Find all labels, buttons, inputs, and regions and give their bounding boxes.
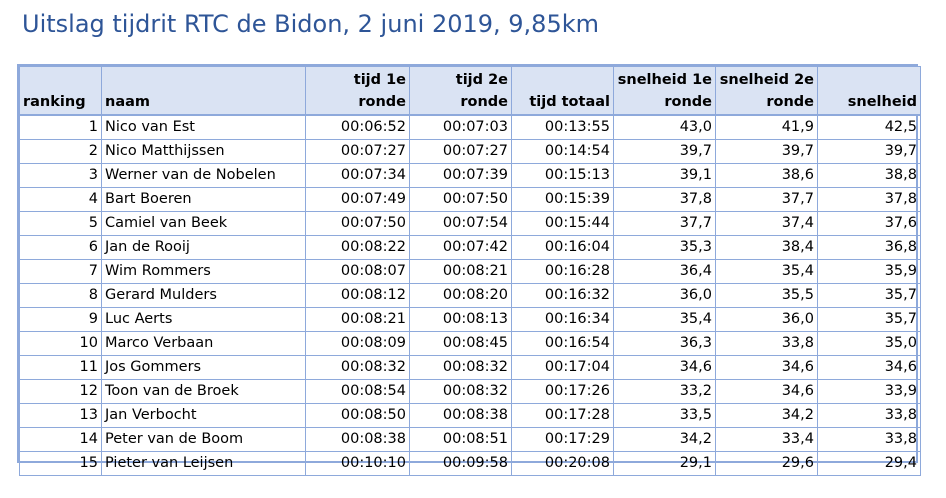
results-table (19, 66, 921, 476)
cell-snelheid-1e-ronde: 29,1 (614, 452, 716, 476)
cell-snelheid-2e-ronde: 34,6 (716, 380, 818, 404)
table-body (20, 115, 921, 476)
cell-tijd-2e-ronde: 00:08:51 (410, 428, 512, 452)
cell-snelheid: 33,8 (818, 428, 921, 452)
cell-tijd-totaal: 00:17:28 (512, 404, 614, 428)
cell-tijd-2e-ronde: 00:08:13 (410, 308, 512, 332)
cell-snelheid-1e-ronde: 39,7 (614, 140, 716, 164)
table-row (20, 404, 921, 428)
cell-snelheid: 29,4 (818, 452, 921, 476)
cell-ranking: 6 (20, 236, 102, 260)
cell-snelheid-2e-ronde: 35,5 (716, 284, 818, 308)
cell-tijd-1e-ronde: 00:07:50 (306, 212, 410, 236)
cell-tijd-1e-ronde: 00:08:09 (306, 332, 410, 356)
cell-tijd-1e-ronde: 00:08:50 (306, 404, 410, 428)
cell-ranking: 11 (20, 356, 102, 380)
table-row (20, 115, 921, 140)
cell-naam: Toon van de Broek (102, 380, 306, 404)
header-ranking: ranking (20, 67, 102, 116)
cell-snelheid-1e-ronde: 35,3 (614, 236, 716, 260)
cell-ranking: 10 (20, 332, 102, 356)
cell-naam: Marco Verbaan (102, 332, 306, 356)
cell-snelheid-2e-ronde: 39,7 (716, 140, 818, 164)
table-row (20, 212, 921, 236)
page-title: Uitslag tijdrit RTC de Bidon, 2 juni 2019, 9,85km (22, 10, 599, 38)
cell-snelheid: 33,9 (818, 380, 921, 404)
cell-ranking: 7 (20, 260, 102, 284)
cell-ranking: 14 (20, 428, 102, 452)
header-snelheid-1e-ronde: snelheid 1e ronde (614, 67, 716, 116)
cell-snelheid-2e-ronde: 37,7 (716, 188, 818, 212)
header-tijd-2e-ronde: tijd 2e ronde (410, 67, 512, 116)
table-row (20, 380, 921, 404)
cell-ranking: 1 (20, 115, 102, 140)
cell-ranking: 5 (20, 212, 102, 236)
cell-ranking: 12 (20, 380, 102, 404)
cell-tijd-totaal: 00:16:04 (512, 236, 614, 260)
cell-snelheid-1e-ronde: 37,7 (614, 212, 716, 236)
cell-tijd-1e-ronde: 00:08:54 (306, 380, 410, 404)
cell-tijd-totaal: 00:20:08 (512, 452, 614, 476)
cell-snelheid-2e-ronde: 34,2 (716, 404, 818, 428)
cell-tijd-2e-ronde: 00:09:58 (410, 452, 512, 476)
table-row (20, 356, 921, 380)
cell-tijd-1e-ronde: 00:07:34 (306, 164, 410, 188)
cell-snelheid-1e-ronde: 33,5 (614, 404, 716, 428)
cell-tijd-totaal: 00:13:55 (512, 115, 614, 140)
cell-tijd-1e-ronde: 00:08:32 (306, 356, 410, 380)
cell-tijd-2e-ronde: 00:08:20 (410, 284, 512, 308)
cell-snelheid: 39,7 (818, 140, 921, 164)
cell-naam: Peter van de Boom (102, 428, 306, 452)
cell-ranking: 15 (20, 452, 102, 476)
cell-tijd-totaal: 00:16:28 (512, 260, 614, 284)
cell-snelheid: 35,7 (818, 284, 921, 308)
cell-snelheid: 37,8 (818, 188, 921, 212)
cell-ranking: 9 (20, 308, 102, 332)
header-snelheid-2e-ronde: snelheid 2e ronde (716, 67, 818, 116)
cell-naam: Jan Verbocht (102, 404, 306, 428)
cell-ranking: 3 (20, 164, 102, 188)
cell-snelheid-1e-ronde: 34,6 (614, 356, 716, 380)
table-row (20, 428, 921, 452)
results-table-container (17, 64, 918, 471)
cell-snelheid: 42,5 (818, 115, 921, 140)
cell-snelheid-1e-ronde: 43,0 (614, 115, 716, 140)
cell-snelheid-2e-ronde: 38,6 (716, 164, 818, 188)
header-snelheid: snelheid (818, 67, 921, 116)
cell-naam: Werner van de Nobelen (102, 164, 306, 188)
cell-naam: Luc Aerts (102, 308, 306, 332)
table-row (20, 308, 921, 332)
cell-naam: Nico van Est (102, 115, 306, 140)
table-row (20, 188, 921, 212)
cell-tijd-totaal: 00:17:26 (512, 380, 614, 404)
table-row (20, 260, 921, 284)
cell-snelheid: 38,8 (818, 164, 921, 188)
cell-naam: Wim Rommers (102, 260, 306, 284)
table-row (20, 332, 921, 356)
cell-tijd-1e-ronde: 00:08:07 (306, 260, 410, 284)
cell-tijd-1e-ronde: 00:10:10 (306, 452, 410, 476)
cell-tijd-totaal: 00:16:54 (512, 332, 614, 356)
cell-tijd-2e-ronde: 00:07:03 (410, 115, 512, 140)
cell-snelheid-1e-ronde: 37,8 (614, 188, 716, 212)
table-row (20, 236, 921, 260)
cell-tijd-totaal: 00:15:44 (512, 212, 614, 236)
header-row (20, 67, 921, 116)
cell-snelheid-1e-ronde: 36,4 (614, 260, 716, 284)
cell-tijd-totaal: 00:16:32 (512, 284, 614, 308)
cell-snelheid-2e-ronde: 34,6 (716, 356, 818, 380)
table-row (20, 140, 921, 164)
table-row (20, 164, 921, 188)
cell-snelheid-2e-ronde: 35,4 (716, 260, 818, 284)
cell-snelheid-1e-ronde: 36,0 (614, 284, 716, 308)
cell-tijd-2e-ronde: 00:07:42 (410, 236, 512, 260)
cell-tijd-1e-ronde: 00:08:22 (306, 236, 410, 260)
cell-tijd-2e-ronde: 00:07:39 (410, 164, 512, 188)
cell-tijd-2e-ronde: 00:08:45 (410, 332, 512, 356)
cell-naam: Bart Boeren (102, 188, 306, 212)
header-tijd-totaal: tijd totaal (512, 67, 614, 116)
header-tijd-1e-ronde: tijd 1e ronde (306, 67, 410, 116)
cell-snelheid-2e-ronde: 38,4 (716, 236, 818, 260)
cell-snelheid: 35,0 (818, 332, 921, 356)
cell-snelheid-2e-ronde: 33,4 (716, 428, 818, 452)
cell-tijd-2e-ronde: 00:08:32 (410, 356, 512, 380)
cell-snelheid: 36,8 (818, 236, 921, 260)
cell-tijd-2e-ronde: 00:08:32 (410, 380, 512, 404)
cell-snelheid-2e-ronde: 36,0 (716, 308, 818, 332)
cell-naam: Nico Matthijssen (102, 140, 306, 164)
cell-tijd-totaal: 00:14:54 (512, 140, 614, 164)
cell-tijd-2e-ronde: 00:08:38 (410, 404, 512, 428)
cell-tijd-totaal: 00:17:04 (512, 356, 614, 380)
header-naam: naam (102, 67, 306, 116)
cell-ranking: 8 (20, 284, 102, 308)
cell-snelheid-2e-ronde: 41,9 (716, 115, 818, 140)
cell-snelheid-1e-ronde: 35,4 (614, 308, 716, 332)
cell-tijd-1e-ronde: 00:07:49 (306, 188, 410, 212)
cell-tijd-1e-ronde: 00:06:52 (306, 115, 410, 140)
cell-snelheid: 35,9 (818, 260, 921, 284)
cell-ranking: 13 (20, 404, 102, 428)
cell-tijd-totaal: 00:16:34 (512, 308, 614, 332)
cell-tijd-totaal: 00:15:13 (512, 164, 614, 188)
cell-naam: Jan de Rooij (102, 236, 306, 260)
cell-naam: Pieter van Leijsen (102, 452, 306, 476)
cell-tijd-2e-ronde: 00:07:27 (410, 140, 512, 164)
cell-tijd-2e-ronde: 00:07:50 (410, 188, 512, 212)
table-row (20, 452, 921, 476)
cell-tijd-1e-ronde: 00:08:38 (306, 428, 410, 452)
cell-naam: Gerard Mulders (102, 284, 306, 308)
cell-snelheid-2e-ronde: 37,4 (716, 212, 818, 236)
cell-snelheid: 34,6 (818, 356, 921, 380)
cell-tijd-totaal: 00:15:39 (512, 188, 614, 212)
cell-snelheid-1e-ronde: 36,3 (614, 332, 716, 356)
cell-snelheid: 35,7 (818, 308, 921, 332)
cell-snelheid: 33,8 (818, 404, 921, 428)
cell-tijd-2e-ronde: 00:07:54 (410, 212, 512, 236)
cell-snelheid-2e-ronde: 33,8 (716, 332, 818, 356)
cell-snelheid-1e-ronde: 34,2 (614, 428, 716, 452)
cell-naam: Jos Gommers (102, 356, 306, 380)
table-header (20, 67, 921, 116)
cell-tijd-2e-ronde: 00:08:21 (410, 260, 512, 284)
cell-snelheid-1e-ronde: 33,2 (614, 380, 716, 404)
cell-tijd-1e-ronde: 00:07:27 (306, 140, 410, 164)
cell-ranking: 2 (20, 140, 102, 164)
cell-tijd-1e-ronde: 00:08:21 (306, 308, 410, 332)
cell-snelheid: 37,6 (818, 212, 921, 236)
cell-snelheid-2e-ronde: 29,6 (716, 452, 818, 476)
cell-tijd-totaal: 00:17:29 (512, 428, 614, 452)
cell-ranking: 4 (20, 188, 102, 212)
table-row (20, 284, 921, 308)
cell-snelheid-1e-ronde: 39,1 (614, 164, 716, 188)
cell-tijd-1e-ronde: 00:08:12 (306, 284, 410, 308)
cell-naam: Camiel van Beek (102, 212, 306, 236)
